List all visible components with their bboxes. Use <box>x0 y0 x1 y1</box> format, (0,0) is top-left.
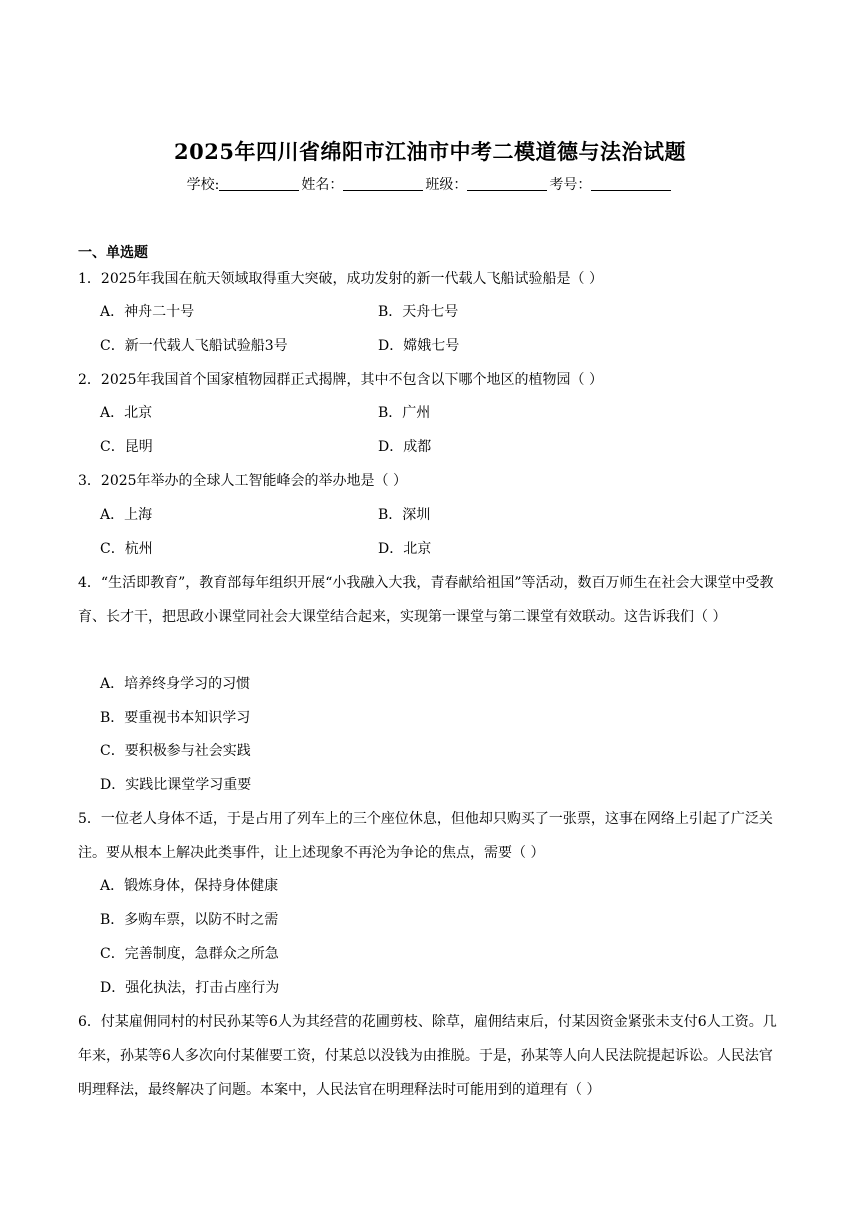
question-2-option-c: C．昆明 <box>100 439 153 455</box>
question-1-option-a: A．神舟二十号 <box>100 304 195 320</box>
question-4-option-c: C．要积极参与社会实践 <box>100 743 251 759</box>
question-4-option-d: D．实践比课堂学习重要 <box>100 777 252 793</box>
question-1-option-d: D．嫦娥七号 <box>378 338 460 354</box>
question-4-option-b: B．要重视书本知识学习 <box>100 710 251 726</box>
question-5-option-c: C．完善制度，急群众之所急 <box>100 946 279 962</box>
exam-number-label: 考号： <box>549 177 592 193</box>
school-label: 学校: <box>186 177 220 193</box>
class-label: 班级： <box>425 177 468 193</box>
question-3-option-d: D．北京 <box>378 541 432 557</box>
question-5-option-b: B．多购车票，以防不时之需 <box>100 912 279 928</box>
question-5-stem: 5．一位老人身体不适，于是占用了列车上的三个座位休息，但他却只购买了一张票，这事在网络上引起了广泛关注。要从根本上解决此类事件，让上述现象不再沦为争论的焦点，需要（ ） <box>78 811 773 861</box>
school-blank <box>219 176 299 191</box>
question-2-option-a: A．北京 <box>100 405 153 421</box>
exam-title: 2025年四川省绵阳市江油市中考二模道德与法治试题 <box>174 139 686 164</box>
question-5-option-a: A．锻炼身体，保持身体健康 <box>100 878 279 894</box>
question-2-stem: 2．2025年我国首个国家植物园群正式揭牌，其中不包含以下哪个地区的植物园（ ） <box>78 372 603 388</box>
question-4-option-a: A．培养终身学习的习惯 <box>100 676 251 692</box>
question-5-option-d: D．强化执法，打击占座行为 <box>100 980 280 996</box>
question-2-option-d: D．成都 <box>378 439 432 455</box>
question-3-option-c: C．杭州 <box>100 541 153 557</box>
student-info-line <box>0 174 860 194</box>
question-1-option-c: C．新一代载人飞船试验船3号 <box>100 338 288 354</box>
class-blank <box>467 176 547 191</box>
question-6-stem: 6．付某雇佣同村的村民孙某等6人为其经营的花圃剪枝、除草，雇佣结束后，付某因资金紧张未支付6人工资。几年来，孙某等6人多次向付某催要工资，付某总以没钱为由推脱。于是，孙某等人向人民法院提起诉讼。人民法官明理释法，最终解决了问题。本案中，人民法官在明理释法时可能用到的道理有（ ） <box>78 1014 777 1098</box>
exam-number-blank <box>591 176 671 191</box>
question-2-option-b: B．广州 <box>378 405 431 421</box>
question-3-option-a: A．上海 <box>100 507 153 523</box>
question-1-option-b: B．天舟七号 <box>378 304 459 320</box>
question-3-stem: 3．2025年举办的全球人工智能峰会的举办地是（ ） <box>78 473 407 489</box>
section-heading: 一、单选题 <box>78 245 148 261</box>
name-blank <box>343 176 423 191</box>
question-4-stem: 4．“生活即教育”，教育部每年组织开展“小我融入大我，青春献给祖国”等活动，数百万师生在社会大课堂中受教育、长才干，把思政小课堂同社会大课堂结合起来，实现第一课堂与第二课堂有效联动。这告诉我们（ ） <box>78 575 774 625</box>
question-1-stem: 1．2025年我国在航天领域取得重大突破，成功发射的新一代载人飞船试验船是（ ） <box>78 271 603 287</box>
question-3-option-b: B．深圳 <box>378 507 431 523</box>
name-label: 姓名： <box>301 177 344 193</box>
